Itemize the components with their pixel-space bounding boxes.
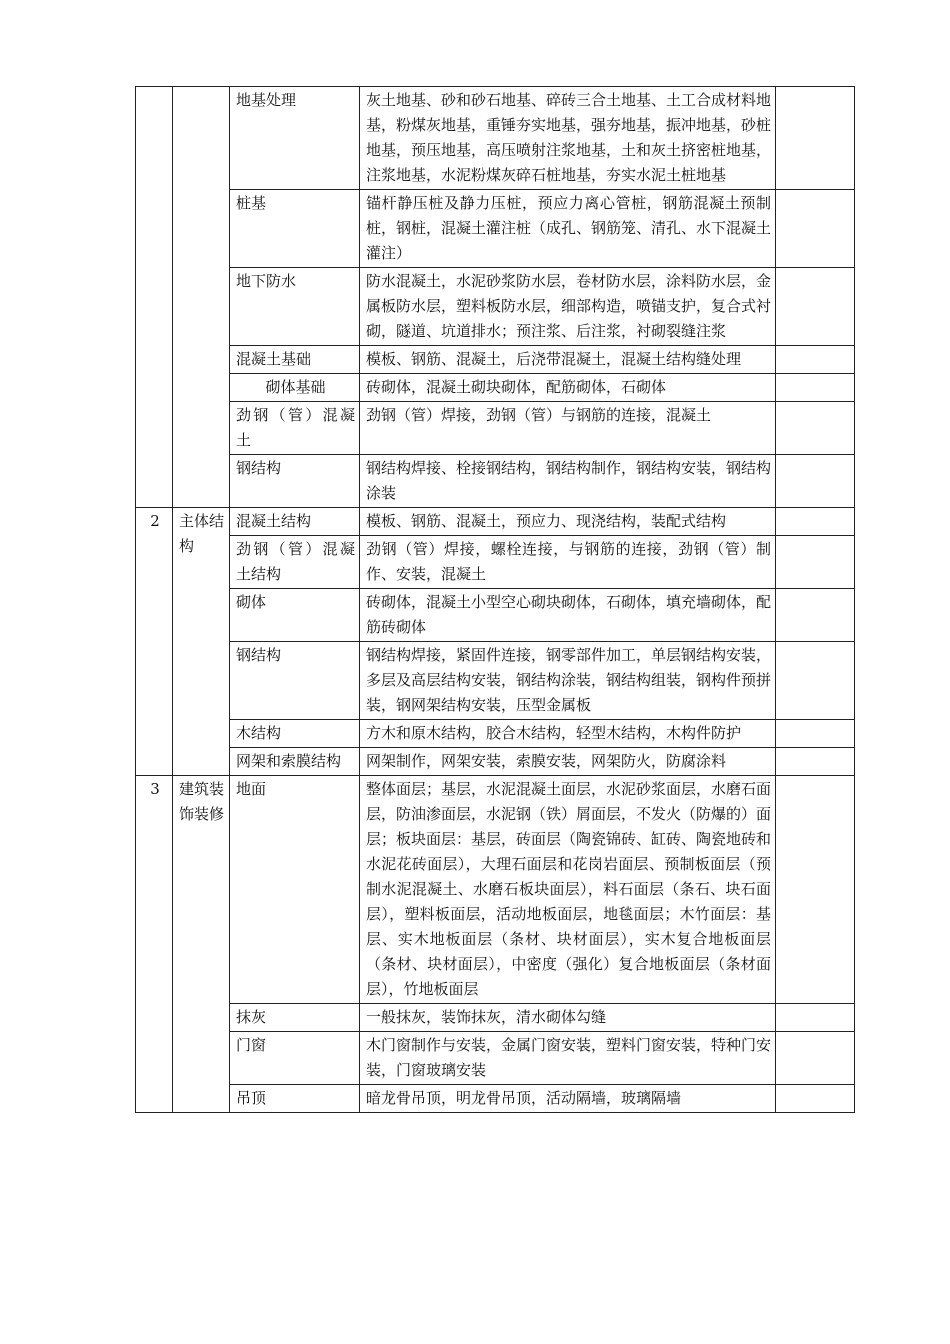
content-cell: 一般抹灰，装饰抹灰，清水砌体勾缝 (360, 1004, 776, 1032)
table-row (136, 346, 855, 374)
content-cell: 劲钢（管）焊接，劲钢（管）与钢筋的连接，混凝土 (360, 402, 776, 455)
content-cell: 方木和原木结构，胶合木结构，轻型木结构，木构件防护 (360, 720, 776, 748)
table-row (136, 776, 855, 1004)
item-cell: 吊顶 (230, 1085, 360, 1113)
table-row (136, 1004, 855, 1032)
note-cell (776, 720, 855, 748)
item-cell: 网架和索膜结构 (230, 748, 360, 776)
item-cell: 抹灰 (230, 1004, 360, 1032)
note-cell (776, 268, 855, 346)
note-cell (776, 1004, 855, 1032)
item-cell: 劲钢（管）混凝土结构 (230, 536, 360, 589)
note-cell (776, 1085, 855, 1113)
table-row (136, 589, 855, 642)
content-cell: 网架制作，网架安装，索膜安装，网架防火，防腐涂料 (360, 748, 776, 776)
item-cell: 砌体基础 (230, 374, 360, 402)
item-cell: 劲钢（管）混凝土 (230, 402, 360, 455)
table-row (136, 720, 855, 748)
note-cell (776, 1032, 855, 1085)
note-cell (776, 776, 855, 1004)
content-cell: 锚杆静压桩及静力压桩，预应力离心管桩，钢筋混凝土预制桩，钢桩，混凝土灌注桩（成孔、钢筋笼、清孔、水下混凝土灌注） (360, 190, 776, 268)
content-cell: 钢结构焊接、栓接钢结构，钢结构制作，钢结构安装，钢结构涂装 (360, 455, 776, 508)
content-cell: 木门窗制作与安装，金属门窗安装，塑料门窗安装，特种门安装，门窗玻璃安装 (360, 1032, 776, 1085)
note-cell (776, 374, 855, 402)
table-row (136, 402, 855, 455)
table-row (136, 87, 855, 190)
row-number-cell: 3 (136, 776, 173, 1113)
content-cell: 模板、钢筋、混凝土，预应力、现浇结构，装配式结构 (360, 508, 776, 536)
note-cell (776, 190, 855, 268)
table-row (136, 508, 855, 536)
table-row (136, 748, 855, 776)
row-number-cell: 2 (136, 508, 173, 776)
table-row (136, 374, 855, 402)
table-row (136, 1032, 855, 1085)
table-row (136, 268, 855, 346)
item-cell: 钢结构 (230, 642, 360, 720)
note-cell (776, 748, 855, 776)
item-cell: 地下防水 (230, 268, 360, 346)
content-cell: 防水混凝土，水泥砂浆防水层，卷材防水层，涂料防水层，金属板防水层，塑料板防水层，细部构造，喷锚支护，复合式衬砌，隧道、坑道排水；预注浆、后注浆，衬砌裂缝注浆 (360, 268, 776, 346)
content-cell: 暗龙骨吊顶，明龙骨吊顶，活动隔墙，玻璃隔墙 (360, 1085, 776, 1113)
item-cell: 砌体 (230, 589, 360, 642)
content-cell: 灰土地基、砂和砂石地基、碎砖三合土地基、土工合成材料地基，粉煤灰地基，重锤夯实地基，强夯地基，振冲地基，砂桩地基，预压地基，高压喷射注浆地基，土和灰土挤密桩地基，注浆地基，水泥粉煤灰碎石桩地基，夯实水泥土桩地基 (360, 87, 776, 190)
table-row (136, 642, 855, 720)
note-cell (776, 87, 855, 190)
table-row (136, 1085, 855, 1113)
note-cell (776, 642, 855, 720)
note-cell (776, 536, 855, 589)
table-row (136, 536, 855, 589)
item-cell: 混凝土结构 (230, 508, 360, 536)
item-cell: 木结构 (230, 720, 360, 748)
construction-items-table (135, 86, 855, 1113)
content-cell: 整体面层；基层，水泥混凝土面层，水泥砂浆面层，水磨石面层，防油渗面层，水泥钢（铁）屑面层，不发火（防爆的）面层；板块面层：基层，砖面层（陶瓷锦砖、缸砖、陶瓷地砖和水泥花砖面层），大理石面层和花岗岩面层、预制板面层（预制水泥混凝土、水磨石板块面层），料石面层（条石、块石面层），塑料板面层，活动地板面层，地毯面层；木竹面层：基层、实木地板面层（条材、块材面层），实木复合地板面层（条材、块材面层），中密度（强化）复合地板面层（条材面层），竹地板面层 (360, 776, 776, 1004)
content-cell: 钢结构焊接，紧固件连接，钢零部件加工，单层钢结构安装，多层及高层结构安装，钢结构涂装，钢结构组装，钢构件预拼装，钢网架结构安装，压型金属板 (360, 642, 776, 720)
note-cell (776, 455, 855, 508)
item-cell: 钢结构 (230, 455, 360, 508)
table-row (136, 190, 855, 268)
item-cell: 门窗 (230, 1032, 360, 1085)
note-cell (776, 589, 855, 642)
item-cell: 地面 (230, 776, 360, 1004)
note-cell (776, 402, 855, 455)
item-cell: 混凝土基础 (230, 346, 360, 374)
table-row (136, 455, 855, 508)
content-cell: 模板、钢筋、混凝土，后浇带混凝土，混凝土结构缝处理 (360, 346, 776, 374)
note-cell (776, 346, 855, 374)
content-cell: 劲钢（管）焊接，螺栓连接，与钢筋的连接，劲钢（管）制作、安装，混凝土 (360, 536, 776, 589)
content-cell: 砖砌体，混凝土砌块砌体，配筋砌体，石砌体 (360, 374, 776, 402)
category-cell (173, 87, 230, 508)
category-cell: 建筑装饰装修 (173, 776, 230, 1113)
row-number-cell (136, 87, 173, 508)
item-cell: 地基处理 (230, 87, 360, 190)
category-cell: 主体结构 (173, 508, 230, 776)
content-cell: 砖砌体，混凝土小型空心砌块砌体，石砌体，填充墙砌体，配筋砖砌体 (360, 589, 776, 642)
item-cell: 桩基 (230, 190, 360, 268)
note-cell (776, 508, 855, 536)
